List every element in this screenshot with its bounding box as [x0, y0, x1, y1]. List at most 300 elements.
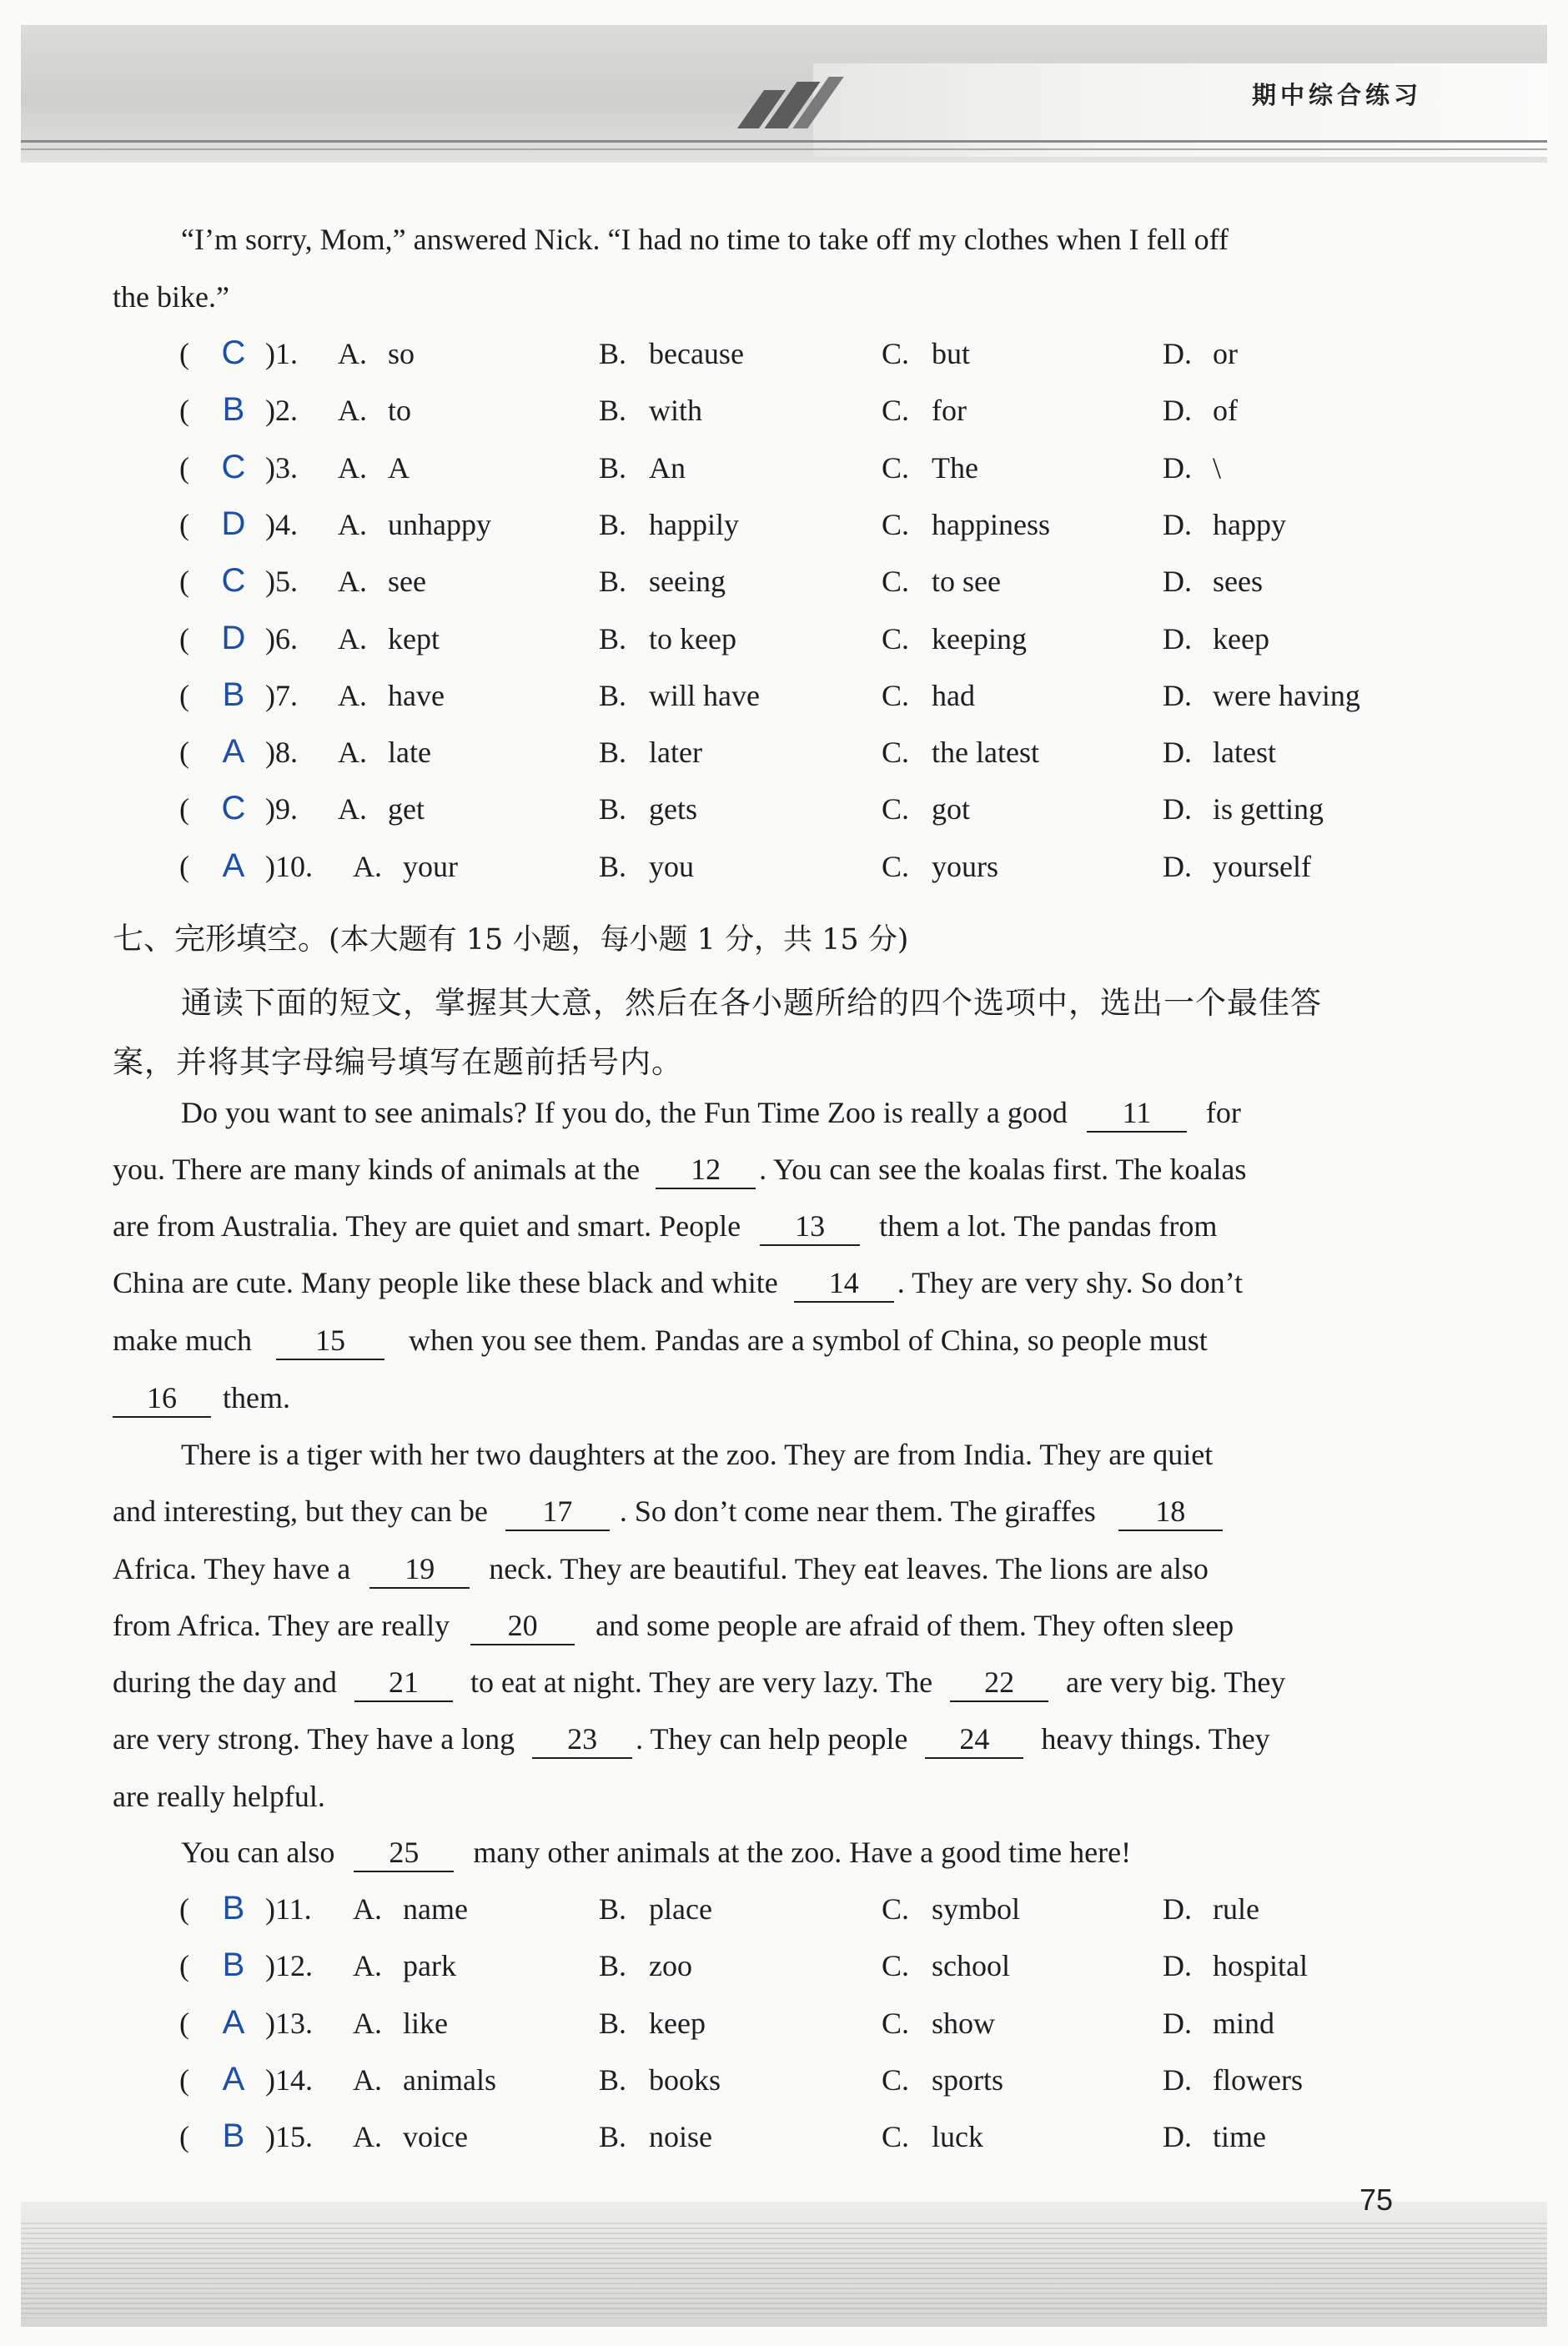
option-a	[353, 2006, 448, 2041]
option-letter: B.	[599, 565, 627, 599]
blank-24: 24	[925, 1724, 1023, 1759]
page-number: 75	[1359, 2183, 1393, 2217]
question-number: )2.	[265, 394, 298, 428]
blank-17: 17	[505, 1496, 610, 1531]
option-text: is getting	[1213, 792, 1324, 826]
passage-text: are from Australia. They are quiet and smart. People	[113, 1209, 741, 1243]
option-text: to see	[932, 565, 1001, 599]
option-letter: B.	[599, 337, 627, 370]
question-row	[0, 791, 1568, 838]
question-number: )1.	[265, 337, 298, 370]
answer-paren: (	[179, 507, 189, 541]
passage-text: Africa. They have a	[113, 1552, 351, 1585]
blank-15: 15	[276, 1325, 384, 1360]
answer-paren: (	[179, 678, 189, 712]
option-b	[599, 450, 686, 485]
option-text: sports	[932, 2062, 1004, 2097]
option-c	[882, 1948, 1010, 1983]
option-text: \	[1213, 450, 1222, 485]
option-letter: C.	[882, 337, 910, 370]
blank-13: 13	[760, 1211, 860, 1246]
option-text: but	[932, 337, 971, 370]
question-number: )12.	[265, 1949, 313, 1983]
passage-text: are very big. They	[1066, 1665, 1286, 1699]
option-letter: B.	[599, 678, 627, 712]
option-text: with	[649, 394, 703, 428]
option-c	[882, 393, 967, 428]
option-c	[882, 1891, 1020, 1927]
option-text: happy	[1213, 507, 1286, 541]
question-row	[0, 393, 1568, 440]
question-number: )3.	[265, 450, 298, 485]
answer-value: A	[222, 2003, 245, 2041]
option-letter: D.	[1163, 1949, 1192, 1983]
passage-line	[113, 1208, 1217, 1246]
question-number: )15.	[265, 2120, 313, 2154]
option-letter: B.	[599, 450, 627, 485]
passage-text: during the day and	[113, 1665, 337, 1699]
option-a	[338, 678, 445, 713]
answer-paren: (	[179, 736, 189, 770]
option-a	[338, 621, 440, 656]
option-text: luck	[932, 2120, 983, 2154]
option-letter: B.	[599, 1949, 627, 1983]
option-text: unhappy	[388, 507, 491, 541]
option-text: late	[388, 736, 431, 770]
question-number: )8.	[265, 736, 298, 770]
question-number: )10.	[265, 849, 313, 883]
answer-paren: (	[179, 2006, 189, 2040]
passage-line	[113, 1265, 1243, 1303]
option-d	[1163, 564, 1263, 599]
option-text: park	[403, 1949, 456, 1983]
passage-line	[113, 1551, 1209, 1589]
option-b	[599, 735, 702, 770]
option-letter: D.	[1163, 2006, 1192, 2040]
option-a	[338, 507, 491, 542]
option-text: like	[403, 2006, 448, 2040]
section-7-title: 七、完形填空。	[113, 921, 329, 957]
header-divider	[21, 148, 1547, 150]
question-number: )14.	[265, 2062, 313, 2097]
question-number: )9.	[265, 792, 298, 826]
option-text: mind	[1213, 2006, 1275, 2040]
answer-paren: (	[179, 1892, 189, 1926]
option-text: rule	[1213, 1892, 1259, 1926]
answer-paren: (	[179, 849, 189, 883]
option-text: name	[403, 1892, 468, 1926]
option-a	[353, 849, 458, 884]
question-row	[0, 846, 1568, 896]
answer-paren: (	[179, 565, 189, 599]
answer-value: C	[221, 562, 246, 600]
option-text: time	[1213, 2120, 1266, 2154]
option-text: keep	[1213, 621, 1269, 656]
option-text: because	[649, 337, 744, 370]
option-letter: D.	[1163, 736, 1192, 770]
option-letter: A.	[353, 1892, 382, 1926]
option-d	[1163, 1948, 1308, 1983]
blank-14: 14	[794, 1268, 894, 1303]
option-letter: B.	[599, 2062, 627, 2097]
question-row	[0, 1948, 1568, 1995]
blank-19: 19	[369, 1554, 470, 1589]
option-letter: B.	[599, 621, 627, 656]
option-letter: A.	[338, 621, 367, 656]
question-row	[0, 678, 1568, 725]
answer-paren: (	[179, 450, 189, 485]
option-letter: B.	[599, 2120, 627, 2154]
option-letter: A.	[338, 394, 367, 428]
option-letter: D.	[1163, 2062, 1192, 2097]
option-text: have	[388, 678, 445, 712]
option-text: seeing	[649, 565, 726, 599]
blank-21: 21	[354, 1667, 453, 1702]
passage-text: Do you want to see animals? If you do, the Fun Time Zoo is really a good	[181, 1096, 1068, 1129]
option-letter: A.	[338, 678, 367, 712]
answer-paren: (	[179, 337, 189, 370]
option-text: books	[649, 2062, 721, 2097]
question-number: )5.	[265, 565, 298, 599]
passage-text: are very strong. They have a long	[113, 1722, 515, 1756]
passage-text: . They can help people	[636, 1722, 908, 1756]
answer-value: C	[221, 790, 246, 827]
option-text: later	[649, 736, 702, 770]
option-letter: C.	[882, 736, 910, 770]
footer-pattern	[21, 2223, 1547, 2318]
blank-12: 12	[656, 1154, 756, 1189]
question-number: )11.	[265, 1892, 312, 1926]
option-b	[599, 621, 736, 656]
passage-line	[113, 1152, 1246, 1189]
option-c	[882, 2006, 995, 2041]
option-text: see	[388, 565, 426, 599]
option-a	[353, 2062, 496, 2097]
question-number: )7.	[265, 678, 298, 712]
option-b	[599, 1891, 712, 1927]
answer-paren: (	[179, 792, 189, 826]
passage-text: . So don’t come near them. The giraffes	[619, 1495, 1096, 1528]
question-row	[0, 2003, 1568, 2052]
option-b	[599, 2006, 706, 2041]
option-text: yours	[932, 849, 998, 883]
option-letter: A.	[338, 450, 367, 485]
option-text: voice	[403, 2120, 468, 2154]
option-text: flowers	[1213, 2062, 1303, 2097]
option-letter: B.	[599, 792, 627, 826]
option-d	[1163, 2062, 1303, 2097]
blank-16: 16	[113, 1383, 211, 1418]
option-b	[599, 393, 702, 428]
question-row	[0, 621, 1568, 668]
option-letter: D.	[1163, 1892, 1192, 1926]
option-text: gets	[649, 792, 697, 826]
instruction-line-2: 案，并将其字母编号填写在题前括号内。	[113, 1044, 683, 1080]
passage-text: make much	[113, 1324, 252, 1357]
option-b	[599, 1948, 692, 1983]
option-text: The	[932, 450, 978, 485]
option-letter: A.	[338, 507, 367, 541]
option-a	[353, 1948, 456, 1983]
option-c	[882, 621, 1027, 656]
option-d	[1163, 735, 1276, 770]
option-text: A	[388, 450, 410, 485]
question-row	[0, 564, 1568, 610]
option-a	[338, 393, 411, 428]
option-letter: D.	[1163, 849, 1192, 883]
option-letter: D.	[1163, 678, 1192, 712]
answer-paren: (	[179, 394, 189, 428]
answer-value: C	[221, 448, 246, 485]
option-c	[882, 735, 1039, 770]
option-d	[1163, 507, 1286, 542]
passage-text: and some people are afraid of them. They often sleep	[596, 1609, 1234, 1642]
option-text: for	[932, 394, 967, 428]
passage-text: and interesting, but they can be	[113, 1495, 488, 1528]
option-a	[353, 2119, 468, 2154]
option-letter: C.	[882, 1949, 910, 1983]
option-letter: D.	[1163, 337, 1192, 370]
section-7-note: (本大题有 15 小题，每小题 1 分，共 15 分)	[329, 923, 909, 957]
option-text: the latest	[932, 736, 1039, 770]
answer-value: A	[222, 846, 245, 884]
option-letter: C.	[882, 565, 910, 599]
question-number: )6.	[265, 621, 298, 656]
option-a	[338, 564, 426, 599]
option-text: keep	[649, 2006, 706, 2040]
option-b	[599, 336, 744, 371]
option-letter: A.	[338, 337, 367, 370]
option-d	[1163, 849, 1311, 884]
option-text: hospital	[1213, 1949, 1308, 1983]
passage-text: You can also	[181, 1836, 335, 1869]
option-letter: D.	[1163, 2120, 1192, 2154]
option-c	[882, 336, 970, 371]
option-d	[1163, 1891, 1259, 1927]
passage-line	[113, 1323, 1208, 1360]
option-text: so	[388, 337, 415, 370]
passage-text: for	[1205, 1096, 1241, 1129]
option-text: An	[649, 450, 686, 485]
option-letter: B.	[599, 1892, 627, 1926]
option-text: to	[388, 394, 412, 428]
option-text: happily	[649, 507, 739, 541]
option-text: will have	[649, 678, 760, 712]
blank-25: 25	[354, 1837, 454, 1872]
option-letter: C.	[882, 450, 910, 485]
intro-line-1: “I’m sorry, Mom,” answered Nick. “I had no time to take off my clothes when I fell off	[181, 223, 1229, 256]
option-text: kept	[388, 621, 440, 656]
option-letter: C.	[882, 678, 910, 712]
section-7-heading	[113, 913, 908, 958]
option-letter: A.	[338, 736, 367, 770]
answer-value: B	[222, 2117, 245, 2155]
option-letter: D.	[1163, 507, 1192, 541]
option-letter: C.	[882, 394, 910, 428]
answer-paren: (	[179, 2120, 189, 2154]
passage-text: them.	[223, 1381, 290, 1414]
answer-paren: (	[179, 1949, 189, 1983]
option-b	[599, 678, 760, 713]
option-b	[599, 2119, 712, 2154]
option-d	[1163, 791, 1324, 826]
option-d	[1163, 2006, 1274, 2041]
option-c	[882, 564, 1001, 599]
option-letter: A.	[353, 2062, 382, 2097]
option-text: were having	[1213, 678, 1360, 712]
passage-text: from Africa. They are really	[113, 1609, 450, 1642]
blank-23: 23	[532, 1724, 632, 1759]
option-d	[1163, 450, 1221, 485]
instruction-line-1: 通读下面的短文，掌握其大意，然后在各小题所给的四个选项中，选出一个最佳答	[181, 985, 1322, 1021]
answer-value: C	[221, 334, 246, 371]
answer-value: A	[222, 733, 245, 771]
option-letter: B.	[599, 394, 627, 428]
option-text: latest	[1213, 736, 1276, 770]
option-text: of	[1213, 394, 1238, 428]
option-letter: B.	[599, 507, 627, 541]
intro-line-2: the bike.”	[113, 280, 229, 314]
option-text: place	[649, 1892, 712, 1926]
option-letter: D.	[1163, 394, 1192, 428]
passage-text: China are cute. Many people like these black and white	[113, 1266, 778, 1299]
passage-line	[113, 1380, 290, 1418]
blank-20: 20	[470, 1610, 575, 1645]
option-text: show	[932, 2006, 996, 2040]
option-a	[338, 336, 415, 371]
passage-text: them a lot. The pandas from	[879, 1209, 1218, 1243]
answer-value: B	[222, 1947, 245, 1984]
option-letter: C.	[882, 849, 910, 883]
option-letter: D.	[1163, 565, 1192, 599]
passage-text: when you see them. Pandas are a symbol of China, so people must	[408, 1324, 1208, 1357]
option-text: happiness	[932, 507, 1050, 541]
option-letter: A.	[353, 849, 382, 883]
option-letter: C.	[882, 1892, 910, 1926]
option-letter: A.	[353, 2006, 382, 2040]
option-d	[1163, 678, 1360, 713]
option-text: you	[649, 849, 694, 883]
answer-paren: (	[179, 2062, 189, 2097]
option-letter: D.	[1163, 792, 1192, 826]
answer-paren: (	[179, 621, 189, 656]
option-c	[882, 2119, 983, 2154]
passage-text: . They are very shy. So don’t	[897, 1266, 1243, 1299]
blank-11: 11	[1087, 1098, 1187, 1133]
question-number: )13.	[265, 2006, 313, 2040]
option-c	[882, 2062, 1003, 2097]
answer-value: A	[222, 2060, 245, 2097]
option-text: got	[932, 792, 971, 826]
option-d	[1163, 393, 1238, 428]
option-text: noise	[649, 2120, 712, 2154]
question-row	[0, 1891, 1568, 1938]
page-header-title: 期中综合练习	[1251, 81, 1422, 109]
option-text: school	[932, 1949, 1010, 1983]
passage-line	[113, 1608, 1234, 1645]
option-c	[882, 450, 978, 485]
passage-text: you. There are many kinds of animals at the	[113, 1153, 641, 1186]
option-text: keeping	[932, 621, 1027, 656]
option-text: your	[403, 849, 458, 883]
passage-line	[113, 1665, 1285, 1702]
option-a	[338, 735, 431, 770]
passage-text: heavy things. They	[1041, 1722, 1270, 1756]
question-row	[0, 450, 1568, 497]
question-row	[0, 735, 1568, 781]
option-letter: C.	[882, 2062, 910, 2097]
passage-text: to eat at night. They are very lazy. The	[470, 1665, 933, 1699]
answer-value: B	[222, 676, 245, 713]
option-a	[338, 791, 425, 826]
blank-18: 18	[1118, 1496, 1223, 1531]
option-letter: D.	[1163, 450, 1192, 485]
passage-text: many other animals at the zoo. Have a good time here!	[473, 1836, 1132, 1869]
option-text: or	[1213, 337, 1238, 370]
question-row	[0, 2119, 1568, 2166]
option-letter: A.	[353, 1949, 382, 1983]
option-b	[599, 791, 697, 826]
answer-value: B	[222, 391, 245, 429]
option-letter: D.	[1163, 621, 1192, 656]
passage-line	[113, 1721, 1270, 1759]
header-highlight	[813, 63, 1547, 157]
header-divider	[21, 140, 1547, 143]
passage-line	[181, 1835, 1131, 1872]
option-letter: B.	[599, 2006, 627, 2040]
option-letter: B.	[599, 849, 627, 883]
option-letter: A.	[338, 565, 367, 599]
answer-value: D	[221, 505, 246, 542]
passage-line	[113, 1494, 1223, 1531]
option-letter: C.	[882, 507, 910, 541]
option-letter: B.	[599, 736, 627, 770]
passage-line: are really helpful.	[113, 1780, 325, 1813]
answer-value: B	[222, 1890, 245, 1927]
option-c	[882, 507, 1050, 542]
option-c	[882, 791, 970, 826]
option-letter: C.	[882, 621, 910, 656]
option-b	[599, 849, 694, 884]
passage-line: There is a tiger with her two daughters at the zoo. They are from India. They are quiet	[181, 1438, 1214, 1471]
option-b	[599, 507, 739, 542]
option-d	[1163, 336, 1238, 371]
option-letter: C.	[882, 792, 910, 826]
option-a	[338, 450, 410, 485]
question-row	[0, 2062, 1568, 2109]
option-b	[599, 564, 726, 599]
option-c	[882, 849, 998, 884]
option-text: yourself	[1213, 849, 1311, 883]
option-text: to keep	[649, 621, 736, 656]
option-text: get	[388, 792, 425, 826]
option-d	[1163, 2119, 1266, 2154]
blank-22: 22	[950, 1667, 1048, 1702]
passage-line	[181, 1095, 1241, 1133]
passage-text: . You can see the koalas first. The koalas	[759, 1153, 1247, 1186]
question-row	[0, 336, 1568, 383]
question-row	[0, 507, 1568, 554]
option-b	[599, 2062, 721, 2097]
option-letter: A.	[338, 792, 367, 826]
option-letter: A.	[353, 2120, 382, 2154]
option-c	[882, 678, 975, 713]
option-text: symbol	[932, 1892, 1021, 1926]
option-text: zoo	[649, 1949, 692, 1983]
passage-text: neck. They are beautiful. They eat leaves. The lions are also	[489, 1552, 1209, 1585]
option-letter: C.	[882, 2120, 910, 2154]
option-text: had	[932, 678, 975, 712]
